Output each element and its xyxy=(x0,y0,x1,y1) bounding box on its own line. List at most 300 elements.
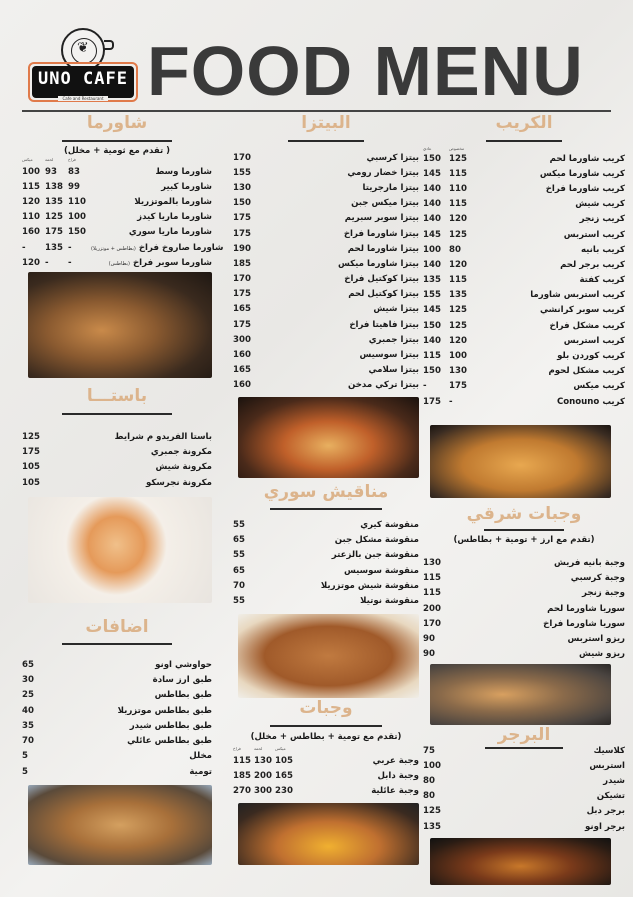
item-price: 55 xyxy=(233,596,245,607)
item-name xyxy=(475,321,625,331)
item-price: 120 xyxy=(22,196,40,207)
item-price: 40 xyxy=(22,705,34,716)
manakish-menu-item xyxy=(233,578,419,593)
item-name-text: بيتزا كوكتيل لحم xyxy=(348,289,419,300)
manakish-menu-item xyxy=(233,563,419,578)
extras-menu-item xyxy=(22,657,212,672)
item-price: - xyxy=(423,381,427,392)
item-name-text: بيتزا خضار رومي xyxy=(347,167,419,178)
item-name xyxy=(50,767,212,777)
page-title: FOOD MENU xyxy=(147,32,584,110)
item-name xyxy=(91,243,223,253)
crepe-menu-item xyxy=(423,227,625,242)
item-price: 115 xyxy=(449,199,467,210)
crepe-menu-item xyxy=(423,257,625,272)
burger-menu-item xyxy=(423,819,625,834)
item-name xyxy=(261,198,419,208)
item-price: 125 xyxy=(449,153,467,164)
item-name-text: بيتزا سلامي xyxy=(368,365,419,376)
item-price: 200 xyxy=(254,770,272,781)
item-price: 110 xyxy=(449,183,467,194)
meals-note: (تقدم مع تومية + بطاطس + مخلل) xyxy=(250,732,402,742)
meals-menu-item xyxy=(233,784,419,799)
item-price: 130 xyxy=(233,182,251,193)
item-name xyxy=(261,380,419,390)
item-name-text: برجر دبل xyxy=(586,806,625,817)
item-name xyxy=(50,432,212,442)
burger-menu-item xyxy=(423,804,625,819)
item-name-text: منقوشة مشكل جبن xyxy=(334,534,419,545)
pizza-section-title: البيتزا xyxy=(301,113,351,133)
crepe-menu-item xyxy=(423,242,625,257)
item-name xyxy=(261,304,419,314)
item-name xyxy=(475,169,625,179)
item-name-text: منقوشة كيري xyxy=(360,519,419,530)
item-name xyxy=(261,535,419,545)
item-price: 125 xyxy=(449,320,467,331)
item-name-text: طبق بطاطس عائلي xyxy=(127,736,212,747)
item-price: 125 xyxy=(449,229,467,240)
item-name xyxy=(451,558,625,568)
pizza-menu-item xyxy=(233,302,419,317)
extras-menu-item xyxy=(22,733,212,748)
item-name xyxy=(475,275,625,285)
item-name-text: كريب زنجر xyxy=(579,214,625,225)
crepe-items-list xyxy=(423,151,625,409)
burger-photo xyxy=(430,838,611,885)
extras-menu-item xyxy=(22,688,212,703)
item-name xyxy=(451,791,625,801)
item-price: 138 xyxy=(45,181,63,192)
item-price: - xyxy=(449,396,453,407)
shawarma-menu-item xyxy=(22,210,212,225)
item-price: 175 xyxy=(233,228,251,239)
crepe-menu-item xyxy=(423,303,625,318)
item-name xyxy=(261,520,419,530)
pasta-items-list xyxy=(22,429,212,490)
item-price: 115 xyxy=(449,168,467,179)
item-name-text: وجبة عائلية xyxy=(371,786,419,797)
item-name xyxy=(451,761,625,771)
meals-items-list xyxy=(233,753,419,799)
item-name-text: كريب استربس شاورما xyxy=(530,290,625,301)
item-price: 145 xyxy=(423,305,441,316)
logo-subtitle: Cafe and Restaurant xyxy=(58,96,108,101)
shawarma-menu-item xyxy=(22,240,224,255)
item-price: 140 xyxy=(423,335,441,346)
manakish-title-underline xyxy=(270,508,382,510)
item-price: 110 xyxy=(68,196,86,207)
item-price: 150 xyxy=(233,198,251,209)
item-price: 65 xyxy=(22,659,34,670)
item-name-text: منقوشة شيش موتزريلا xyxy=(320,580,419,591)
item-name xyxy=(50,675,212,685)
item-price: 30 xyxy=(22,674,34,685)
shawarma-column-header: ميكس xyxy=(22,157,33,162)
item-price: 300 xyxy=(233,334,251,345)
item-price: 140 xyxy=(423,199,441,210)
shawarma-menu-item xyxy=(22,225,212,240)
pizza-items-list xyxy=(233,150,419,393)
item-name-text: سوريا شاورما فراخ xyxy=(543,618,625,629)
item-name xyxy=(451,822,625,832)
item-name-text: كريب سوبر كرانشي xyxy=(539,305,625,316)
pizza-title-underline xyxy=(288,140,364,142)
item-name xyxy=(50,736,212,746)
shawarma-menu-item xyxy=(22,255,212,270)
item-extra-note: (بطاطس + موتزريلا) xyxy=(91,245,136,252)
item-price: 93 xyxy=(45,166,57,177)
item-name-text: بيتزا شيش xyxy=(373,304,419,315)
item-name-text: ريزو شيش xyxy=(579,649,625,660)
item-name xyxy=(91,167,212,177)
item-name xyxy=(50,721,212,731)
item-name-text: بيتزا كوكتيل فراخ xyxy=(344,274,419,285)
shawarma-column-header: فراخ xyxy=(68,157,76,162)
item-price: 175 xyxy=(233,213,251,224)
item-price: 125 xyxy=(22,431,40,442)
pizza-menu-item xyxy=(233,165,419,180)
crepe-menu-item xyxy=(423,273,625,288)
item-price: - xyxy=(68,257,72,268)
item-name xyxy=(50,690,212,700)
item-name xyxy=(451,746,625,756)
item-name xyxy=(451,776,625,786)
burger-menu-item xyxy=(423,789,625,804)
pizza-menu-item xyxy=(233,332,419,347)
meals-menu-item xyxy=(233,753,419,768)
pizza-menu-item xyxy=(233,287,419,302)
item-name-text: وجبة كرسبي xyxy=(570,572,625,583)
item-name xyxy=(475,397,625,407)
item-price: 165 xyxy=(233,304,251,315)
pasta-menu-item xyxy=(22,460,212,475)
item-price: 100 xyxy=(68,212,86,223)
item-price: 90 xyxy=(423,649,435,660)
item-price: 165 xyxy=(233,365,251,376)
item-name-text: شيدر xyxy=(603,775,625,786)
item-name-text: بيتزا شاورما فراخ xyxy=(343,228,419,239)
crepe-menu-item xyxy=(423,318,625,333)
item-price: 130 xyxy=(254,755,272,766)
eastern-menu-item xyxy=(423,586,625,601)
eastern-meal-photo xyxy=(430,664,611,725)
item-price: 140 xyxy=(423,259,441,270)
item-name-text: بيتزا شاورما ميكس xyxy=(337,258,419,269)
item-price: 200 xyxy=(423,603,441,614)
item-price: 65 xyxy=(233,534,245,545)
shawarma-column-headers xyxy=(22,157,212,162)
manakish-menu-item xyxy=(233,593,419,608)
burger-section-title: البرجر xyxy=(497,725,551,745)
item-name-text: كريب شاورما ميكس xyxy=(539,168,625,179)
meals-column-header: لحمة xyxy=(254,746,263,751)
item-name xyxy=(451,604,625,614)
item-price: 190 xyxy=(233,243,251,254)
item-name-text: بيتزا مارجريتا xyxy=(362,182,419,193)
eastern-note: (تقدم مع ارز + تومية + بطاطس) xyxy=(453,535,595,545)
item-name xyxy=(261,213,419,223)
item-name-text: تومية xyxy=(189,766,212,777)
cup-handle-icon xyxy=(104,40,114,50)
crepe-menu-item xyxy=(423,151,625,166)
item-name-text: بيتزا سوبر سبريم xyxy=(344,213,419,224)
item-name-text: شاورما صاروخ فراخ xyxy=(138,242,224,253)
meals-column-headers xyxy=(233,746,419,751)
item-price: 5 xyxy=(22,766,28,777)
item-price: 135 xyxy=(449,290,467,301)
item-name-text: باستا الفريدو م شرايط xyxy=(114,431,212,442)
item-name-text: بيتزا جمبري xyxy=(368,334,419,345)
item-price: 170 xyxy=(233,152,251,163)
extras-title-underline xyxy=(62,643,172,645)
item-price: 175 xyxy=(45,227,63,238)
item-price: 140 xyxy=(423,214,441,225)
item-name xyxy=(451,588,625,598)
item-name-text: وجبة عربي xyxy=(372,755,419,766)
shawarma-section-title: شاورما xyxy=(86,113,148,133)
burger-menu-item xyxy=(423,773,625,788)
item-name-text: بيتزا تركي مدخن xyxy=(348,380,419,391)
item-name-text: شاورما سوبر فراخ xyxy=(132,257,212,268)
extras-section-title: اضافات xyxy=(85,617,149,637)
item-name xyxy=(261,335,419,345)
item-name-text: طبق بطاطس xyxy=(154,690,212,701)
item-price: 115 xyxy=(423,572,441,583)
item-price: 70 xyxy=(233,580,245,591)
item-price: 115 xyxy=(449,275,467,286)
item-name-text: بيتزا فاهيتا فراخ xyxy=(349,319,419,330)
item-price: 145 xyxy=(423,229,441,240)
pizza-menu-item xyxy=(233,150,419,165)
item-name-text: كريب Conouno xyxy=(556,396,625,407)
item-name-text: شاورما ماريا سوري xyxy=(128,227,212,238)
meals-column-header: فراخ xyxy=(233,746,241,751)
item-price: 75 xyxy=(423,745,435,756)
item-price: 160 xyxy=(233,380,251,391)
item-name-text: كريب بانيه xyxy=(580,244,625,255)
item-price: 160 xyxy=(233,350,251,361)
item-name xyxy=(475,230,625,240)
item-price: 175 xyxy=(423,396,441,407)
item-name xyxy=(475,351,625,361)
item-name-text: بيتزا ميكس جبن xyxy=(351,198,419,209)
burger-items-list xyxy=(423,743,625,834)
item-price: 120 xyxy=(449,335,467,346)
item-name-text: وجبة دابل xyxy=(377,770,419,781)
item-name xyxy=(261,550,419,560)
item-name-text: شاورما ماريا كيدز xyxy=(137,212,212,223)
item-extra-note: (بطاطس) xyxy=(108,260,130,267)
item-name-text: ريزو استربس xyxy=(567,634,625,645)
item-price: 165 xyxy=(275,770,293,781)
crepe-section-title: الكريب xyxy=(495,113,553,133)
pizza-menu-item xyxy=(233,180,419,195)
item-price: 150 xyxy=(423,320,441,331)
item-price: 25 xyxy=(22,690,34,701)
item-name-text: مخلل xyxy=(189,751,212,762)
crepe-menu-item xyxy=(423,394,625,409)
eastern-menu-item xyxy=(423,631,625,646)
crepe-menu-item xyxy=(423,288,625,303)
item-price: 65 xyxy=(233,565,245,576)
crepe-menu-item xyxy=(423,212,625,227)
item-price: 115 xyxy=(423,588,441,599)
pizza-photo xyxy=(238,397,419,478)
item-price: - xyxy=(68,242,72,253)
item-price: 100 xyxy=(449,351,467,362)
eastern-menu-item xyxy=(423,601,625,616)
item-name-text: بيتزا شاورما لحم xyxy=(347,243,419,254)
item-name-text: كريب ميكس xyxy=(573,381,625,392)
item-price: 70 xyxy=(22,736,34,747)
item-name-text: منقوشة سوسيس xyxy=(343,565,419,576)
item-price: 125 xyxy=(45,212,63,223)
meals-column-header: ميكس xyxy=(275,746,286,751)
item-name-text: برجر اونو xyxy=(584,821,625,832)
pizza-menu-item xyxy=(233,272,419,287)
item-name-text: طبق بطاطس شيدر xyxy=(129,720,212,731)
pizza-menu-item xyxy=(233,241,419,256)
item-name xyxy=(91,182,212,192)
item-name xyxy=(261,596,419,606)
item-name-text: سوريا شاورما لحم xyxy=(547,603,625,614)
item-name xyxy=(261,274,419,284)
item-name xyxy=(475,290,625,300)
item-name xyxy=(451,634,625,644)
crepe-column-header: مخصوص xyxy=(449,146,465,151)
item-name-text: كلاسيك xyxy=(593,745,625,756)
item-price: 105 xyxy=(275,755,293,766)
item-price: 135 xyxy=(45,242,63,253)
item-name-text: تشيكن xyxy=(596,791,625,802)
item-name xyxy=(261,183,419,193)
item-price: 230 xyxy=(275,786,293,797)
item-name xyxy=(475,154,625,164)
item-price: 185 xyxy=(233,770,251,781)
item-name-text: طبق ارز سادة xyxy=(152,674,212,685)
item-name-text: مكرونة جمبري xyxy=(150,446,212,457)
item-price: 105 xyxy=(22,477,40,488)
item-name-text: كريب برجر لحم xyxy=(560,259,625,270)
item-name xyxy=(50,447,212,457)
manakish-photo xyxy=(238,614,419,698)
item-price: 170 xyxy=(423,618,441,629)
pizza-menu-item xyxy=(233,226,419,241)
item-name xyxy=(451,573,625,583)
item-name-text: حواوشي اونو xyxy=(155,659,212,670)
eastern-menu-item xyxy=(423,616,625,631)
item-name xyxy=(451,806,625,816)
extras-items-list xyxy=(22,657,212,779)
pizza-menu-item xyxy=(233,363,419,378)
item-name xyxy=(296,756,419,766)
shawarma-menu-item xyxy=(22,179,212,194)
item-name xyxy=(261,289,419,299)
item-name xyxy=(261,153,419,163)
pasta-section-title: باستـــا xyxy=(86,386,148,406)
pasta-menu-item xyxy=(22,429,212,444)
shawarma-note: ( تقدم مع ثومية + مخلل) xyxy=(63,146,171,156)
item-price: 185 xyxy=(233,258,251,269)
item-name xyxy=(261,229,419,239)
item-name xyxy=(451,619,625,629)
item-price: 120 xyxy=(22,257,40,268)
item-name-text: كريب شاورما فراخ xyxy=(545,183,625,194)
item-name xyxy=(475,336,625,346)
item-price: 80 xyxy=(423,791,435,802)
pizza-menu-item xyxy=(233,347,419,362)
uno-cafe-logo xyxy=(28,28,138,104)
item-name-text: منقوشة نوتيلا xyxy=(360,596,419,607)
crepe-column-header: عادي xyxy=(423,146,432,151)
item-price: 175 xyxy=(233,319,251,330)
meals-photo xyxy=(238,803,419,865)
item-name xyxy=(475,199,625,209)
item-name xyxy=(50,462,212,472)
pasta-menu-item xyxy=(22,475,212,490)
shawarma-photo xyxy=(28,272,212,378)
item-name xyxy=(451,649,625,659)
shawarma-menu-item xyxy=(22,164,212,179)
item-price: 155 xyxy=(233,167,251,178)
manakish-menu-item xyxy=(233,532,419,547)
shawarma-menu-item xyxy=(22,194,212,209)
item-price: 175 xyxy=(449,381,467,392)
crepe-menu-item xyxy=(423,364,625,379)
item-price: 115 xyxy=(423,351,441,362)
item-price: 150 xyxy=(68,227,86,238)
item-price: 300 xyxy=(254,786,272,797)
crepe-menu-item xyxy=(423,166,625,181)
item-name-text: كريب مشكل فراخ xyxy=(549,320,625,331)
item-price: 140 xyxy=(423,183,441,194)
item-price: 100 xyxy=(423,244,441,255)
item-price: 55 xyxy=(233,550,245,561)
pasta-menu-item xyxy=(22,444,212,459)
item-price: 175 xyxy=(22,446,40,457)
item-price: 160 xyxy=(22,227,40,238)
extras-menu-item xyxy=(22,672,212,687)
pasta-title-underline xyxy=(62,413,172,415)
item-name xyxy=(50,660,212,670)
item-name xyxy=(296,771,419,781)
item-price: 135 xyxy=(423,821,441,832)
item-name xyxy=(261,365,419,375)
item-name xyxy=(296,786,419,796)
item-name xyxy=(475,245,625,255)
crepe-menu-item xyxy=(423,197,625,212)
item-name-text: كريب استربس xyxy=(563,335,625,346)
item-name xyxy=(261,350,419,360)
item-price: 83 xyxy=(68,166,80,177)
item-price: 145 xyxy=(423,168,441,179)
item-price: 115 xyxy=(233,755,251,766)
item-price: 99 xyxy=(68,181,80,192)
item-name xyxy=(475,305,625,315)
item-price: 55 xyxy=(233,519,245,530)
item-price: 175 xyxy=(233,289,251,300)
item-price: 130 xyxy=(423,557,441,568)
item-name xyxy=(261,320,419,330)
item-price: 125 xyxy=(449,305,467,316)
pizza-menu-item xyxy=(233,211,419,226)
item-name-text: شاورما كبير xyxy=(161,181,212,192)
item-price: 105 xyxy=(22,462,40,473)
item-name xyxy=(261,244,419,254)
item-price: 120 xyxy=(449,259,467,270)
hawawshi-photo xyxy=(28,785,212,865)
